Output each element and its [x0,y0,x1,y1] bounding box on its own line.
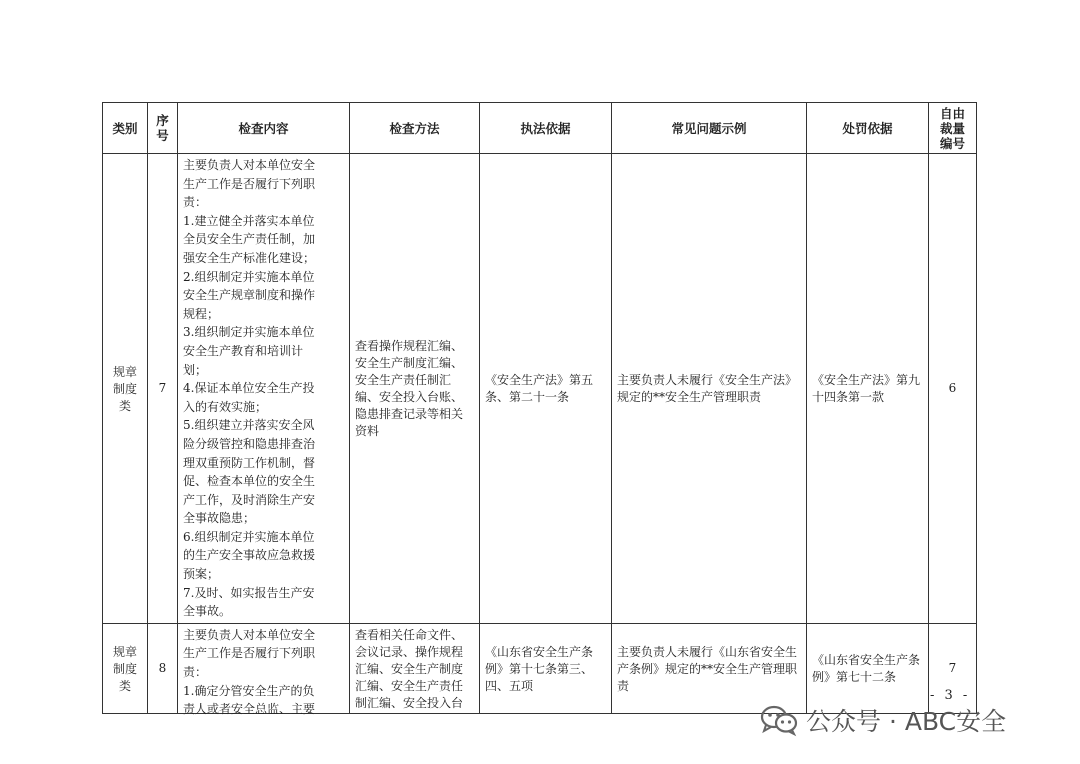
content-line: 7.及时、如实报告生产安 [183,585,315,600]
cell-method: 查看操作规程汇编、安全生产制度汇编、安全生产责任制汇编、安全投入台账、隐患排查记录等相关资料 [350,154,480,624]
cell-basis: 《山东省安全生产条例》第十七条第三、四、五项 [480,623,612,713]
header-issue: 常见问题示例 [612,103,807,154]
content-line: 责： [183,665,208,680]
content-line: 产工作，及时消除生产安 [183,492,316,507]
cell-issue: 主要负责人未履行《安全生产法》规定的**安全生产管理职责 [612,154,807,624]
header-category: 类别 [103,103,148,154]
content-line: 1.建立健全并落实本单位 [183,213,315,228]
content-line: 生产工作是否履行下列职 [183,176,316,191]
content-line: 5.组织建立并落实安全风 [183,418,315,433]
header-basis: 执法依据 [480,103,612,154]
content-line: 预案； [183,567,220,582]
content-line: 1.确定分管安全生产的负 [183,683,315,698]
content-line: 主要负责人对本单位安全 [183,158,316,172]
table-row [103,154,977,624]
content-line: 生产工作是否履行下列职 [183,646,316,661]
header-seq: 序号 [148,103,178,154]
content-line: 安全生产规章制度和操作 [183,288,316,303]
content-line: 主要负责人对本单位安全 [183,627,316,642]
header-row [103,103,977,154]
cell-method: 查看相关任命文件、会议记录、操作规程汇编、安全生产制度汇编、安全生产责任制汇编、安全投入台 [350,623,480,713]
cell-category: 规章制度类 [103,154,148,624]
cell-penalty: 《山东省安全生产条例》第七十二条 [807,623,929,713]
page-number: - 3 - [930,688,971,703]
content-line: 规程； [183,306,220,321]
content-line: 的生产安全事故应急救援 [183,548,316,563]
header-penalty: 处罚依据 [807,103,929,154]
content-line: 全事故。 [183,604,232,619]
header-code: 自由裁量编号 [929,103,977,154]
content-line: 责： [183,195,208,210]
table-row [103,623,977,713]
content-line: 促、检查本单位的安全生 [183,474,316,489]
watermark-text: 公众号 · ABC安全 [806,707,1007,736]
header-method: 检查方法 [350,103,480,154]
cell-category: 规章制度类 [103,623,148,713]
content-line: 理双重预防工作机制，督 [183,455,316,470]
content-line: 全员安全生产责任制，加 [183,232,316,247]
cell-content [178,623,350,717]
cell-code: 7 [929,623,977,713]
content-line: 安全生产教育和培训计 [183,343,304,358]
content-line: 2.组织制定并实施本单位 [183,269,315,284]
content-line: 4.保证本单位安全生产投 [183,381,315,396]
cell-seq: 7 [148,154,178,624]
content-line: 责人或者安全总监、主要 [183,702,316,717]
cell-basis: 《安全生产法》第五条、第二十一条 [480,154,612,624]
content-line: 6.组织制定并实施本单位 [183,529,315,544]
content-line: 3.组织制定并实施本单位 [183,325,315,340]
cell-content [178,154,350,624]
content-line: 入的有效实施； [183,399,268,414]
content-line: 强安全生产标准化建设； [183,250,316,265]
content-line: 全事故隐患； [183,511,256,526]
inspection-table [102,102,977,717]
wechat-icon [760,704,798,736]
cell-seq: 8 [148,623,178,713]
cell-penalty: 《安全生产法》第九十四条第一款 [807,154,929,624]
cell-issue: 主要负责人未履行《山东省安全生产条例》规定的**安全生产管理职责 [612,623,807,713]
cell-code: 6 [929,154,977,624]
header-content: 检查内容 [178,103,350,154]
content-line: 划； [183,362,208,377]
content-line: 险分级管控和隐患排查治 [183,436,316,451]
watermark [760,702,1006,738]
